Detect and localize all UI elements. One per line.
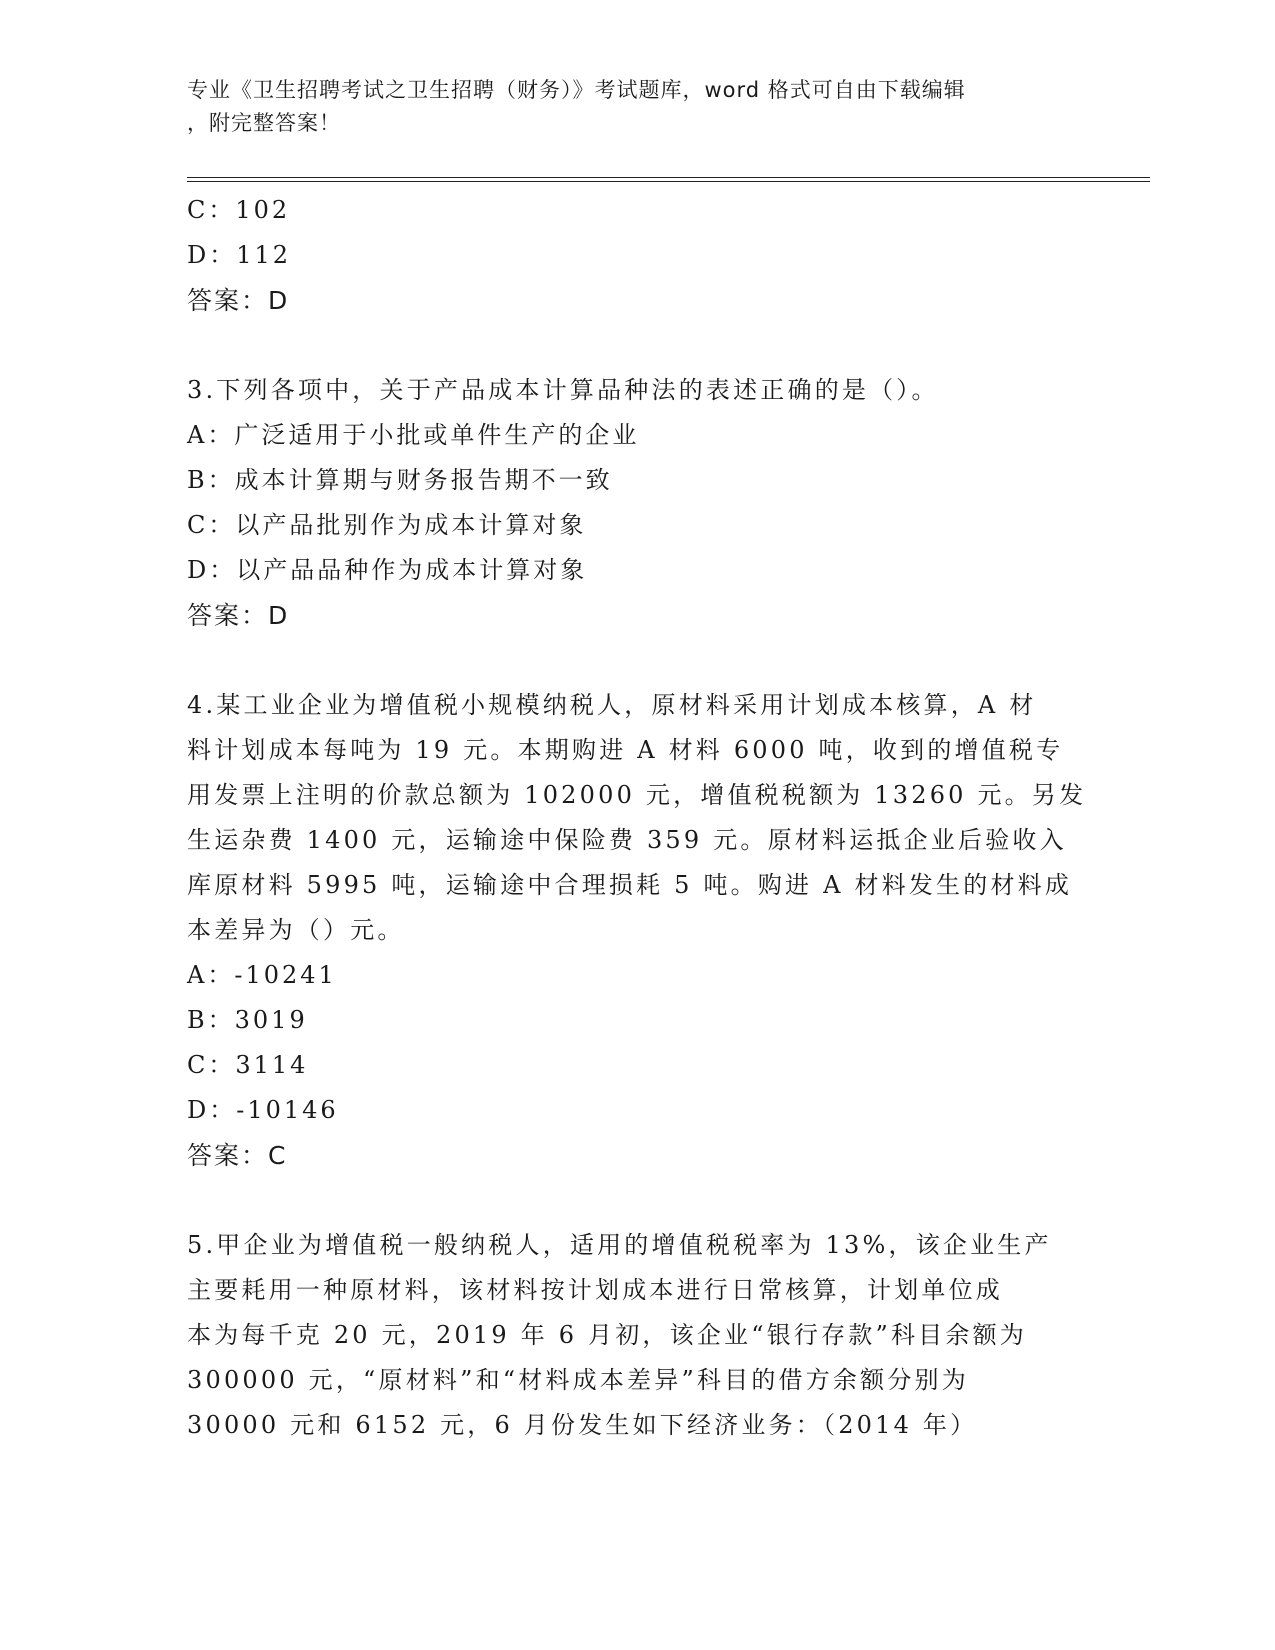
question-stem-line: 300000 元，“原材料”和“材料成本差异”科目的借方余额分别为: [187, 1366, 969, 1394]
option-b: B：3019: [187, 1006, 308, 1034]
option-a: A：广泛适用于小批或单件生产的企业: [187, 421, 640, 449]
question-stem-line: 主要耗用一种原材料，该材料按计划成本进行日常核算，计划单位成: [187, 1276, 1003, 1304]
question-stem-line: 本差异为（）元。: [187, 916, 405, 944]
header-rule-bottom: [187, 181, 1150, 182]
question-2-tail: [187, 188, 1087, 323]
question-stem-line: 4.某工业企业为增值税小规模纳税人，原材料采用计划成本核算，A 材: [187, 691, 1037, 719]
document-header: [187, 74, 1067, 140]
option-d: D：112: [187, 241, 292, 269]
question-stem-line: 30000 元和 6152 元，6 月份发生如下经济业务：（2014 年）: [187, 1411, 978, 1439]
document-content: [187, 188, 1087, 1448]
option-c: C：102: [187, 196, 291, 224]
question-stem-line: 本为每千克 20 元，2019 年 6 月初，该企业“银行存款”科目余额为: [187, 1321, 1027, 1349]
question-3: [187, 368, 1087, 638]
answer-line: 答案：C: [187, 1141, 288, 1170]
option-d: D：以产品品种作为成本计算对象: [187, 556, 588, 584]
option-a: A：-10241: [187, 961, 337, 989]
header-line-1: 专业《卫生招聘考试之卫生招聘（财务）》考试题库，word 格式可自由下载编辑: [187, 78, 966, 102]
question-stem-line: 5.甲企业为增值税一般纳税人，适用的增值税税率为 13%，该企业生产: [187, 1231, 1052, 1259]
question-stem-line: 生运杂费 1400 元，运输途中保险费 359 元。原材料运抵企业后验收入: [187, 826, 1067, 854]
option-c: C：3114: [187, 1051, 309, 1079]
header-rule-top: [187, 177, 1150, 178]
option-c: C：以产品批别作为成本计算对象: [187, 511, 587, 539]
question-5: [187, 1223, 1087, 1448]
question-stem-line: 用发票上注明的价款总额为 102000 元，增值税税额为 13260 元。另发: [187, 781, 1087, 809]
option-d: D：-10146: [187, 1096, 339, 1124]
option-b: B：成本计算期与财务报告期不一致: [187, 466, 613, 494]
answer-line: 答案：D: [187, 601, 290, 630]
question-4: [187, 683, 1087, 1178]
question-stem-line: 库原材料 5995 吨，运输途中合理损耗 5 吨。购进 A 材料发生的材料成: [187, 871, 1073, 899]
answer-line: 答案：D: [187, 286, 290, 315]
question-stem-line: 料计划成本每吨为 19 元。本期购进 A 材料 6000 吨，收到的增值税专: [187, 736, 1064, 764]
header-line-2: ，附完整答案！: [187, 111, 341, 135]
question-stem: 3.下列各项中，关于产品成本计算品种法的表述正确的是（）。: [187, 376, 939, 404]
